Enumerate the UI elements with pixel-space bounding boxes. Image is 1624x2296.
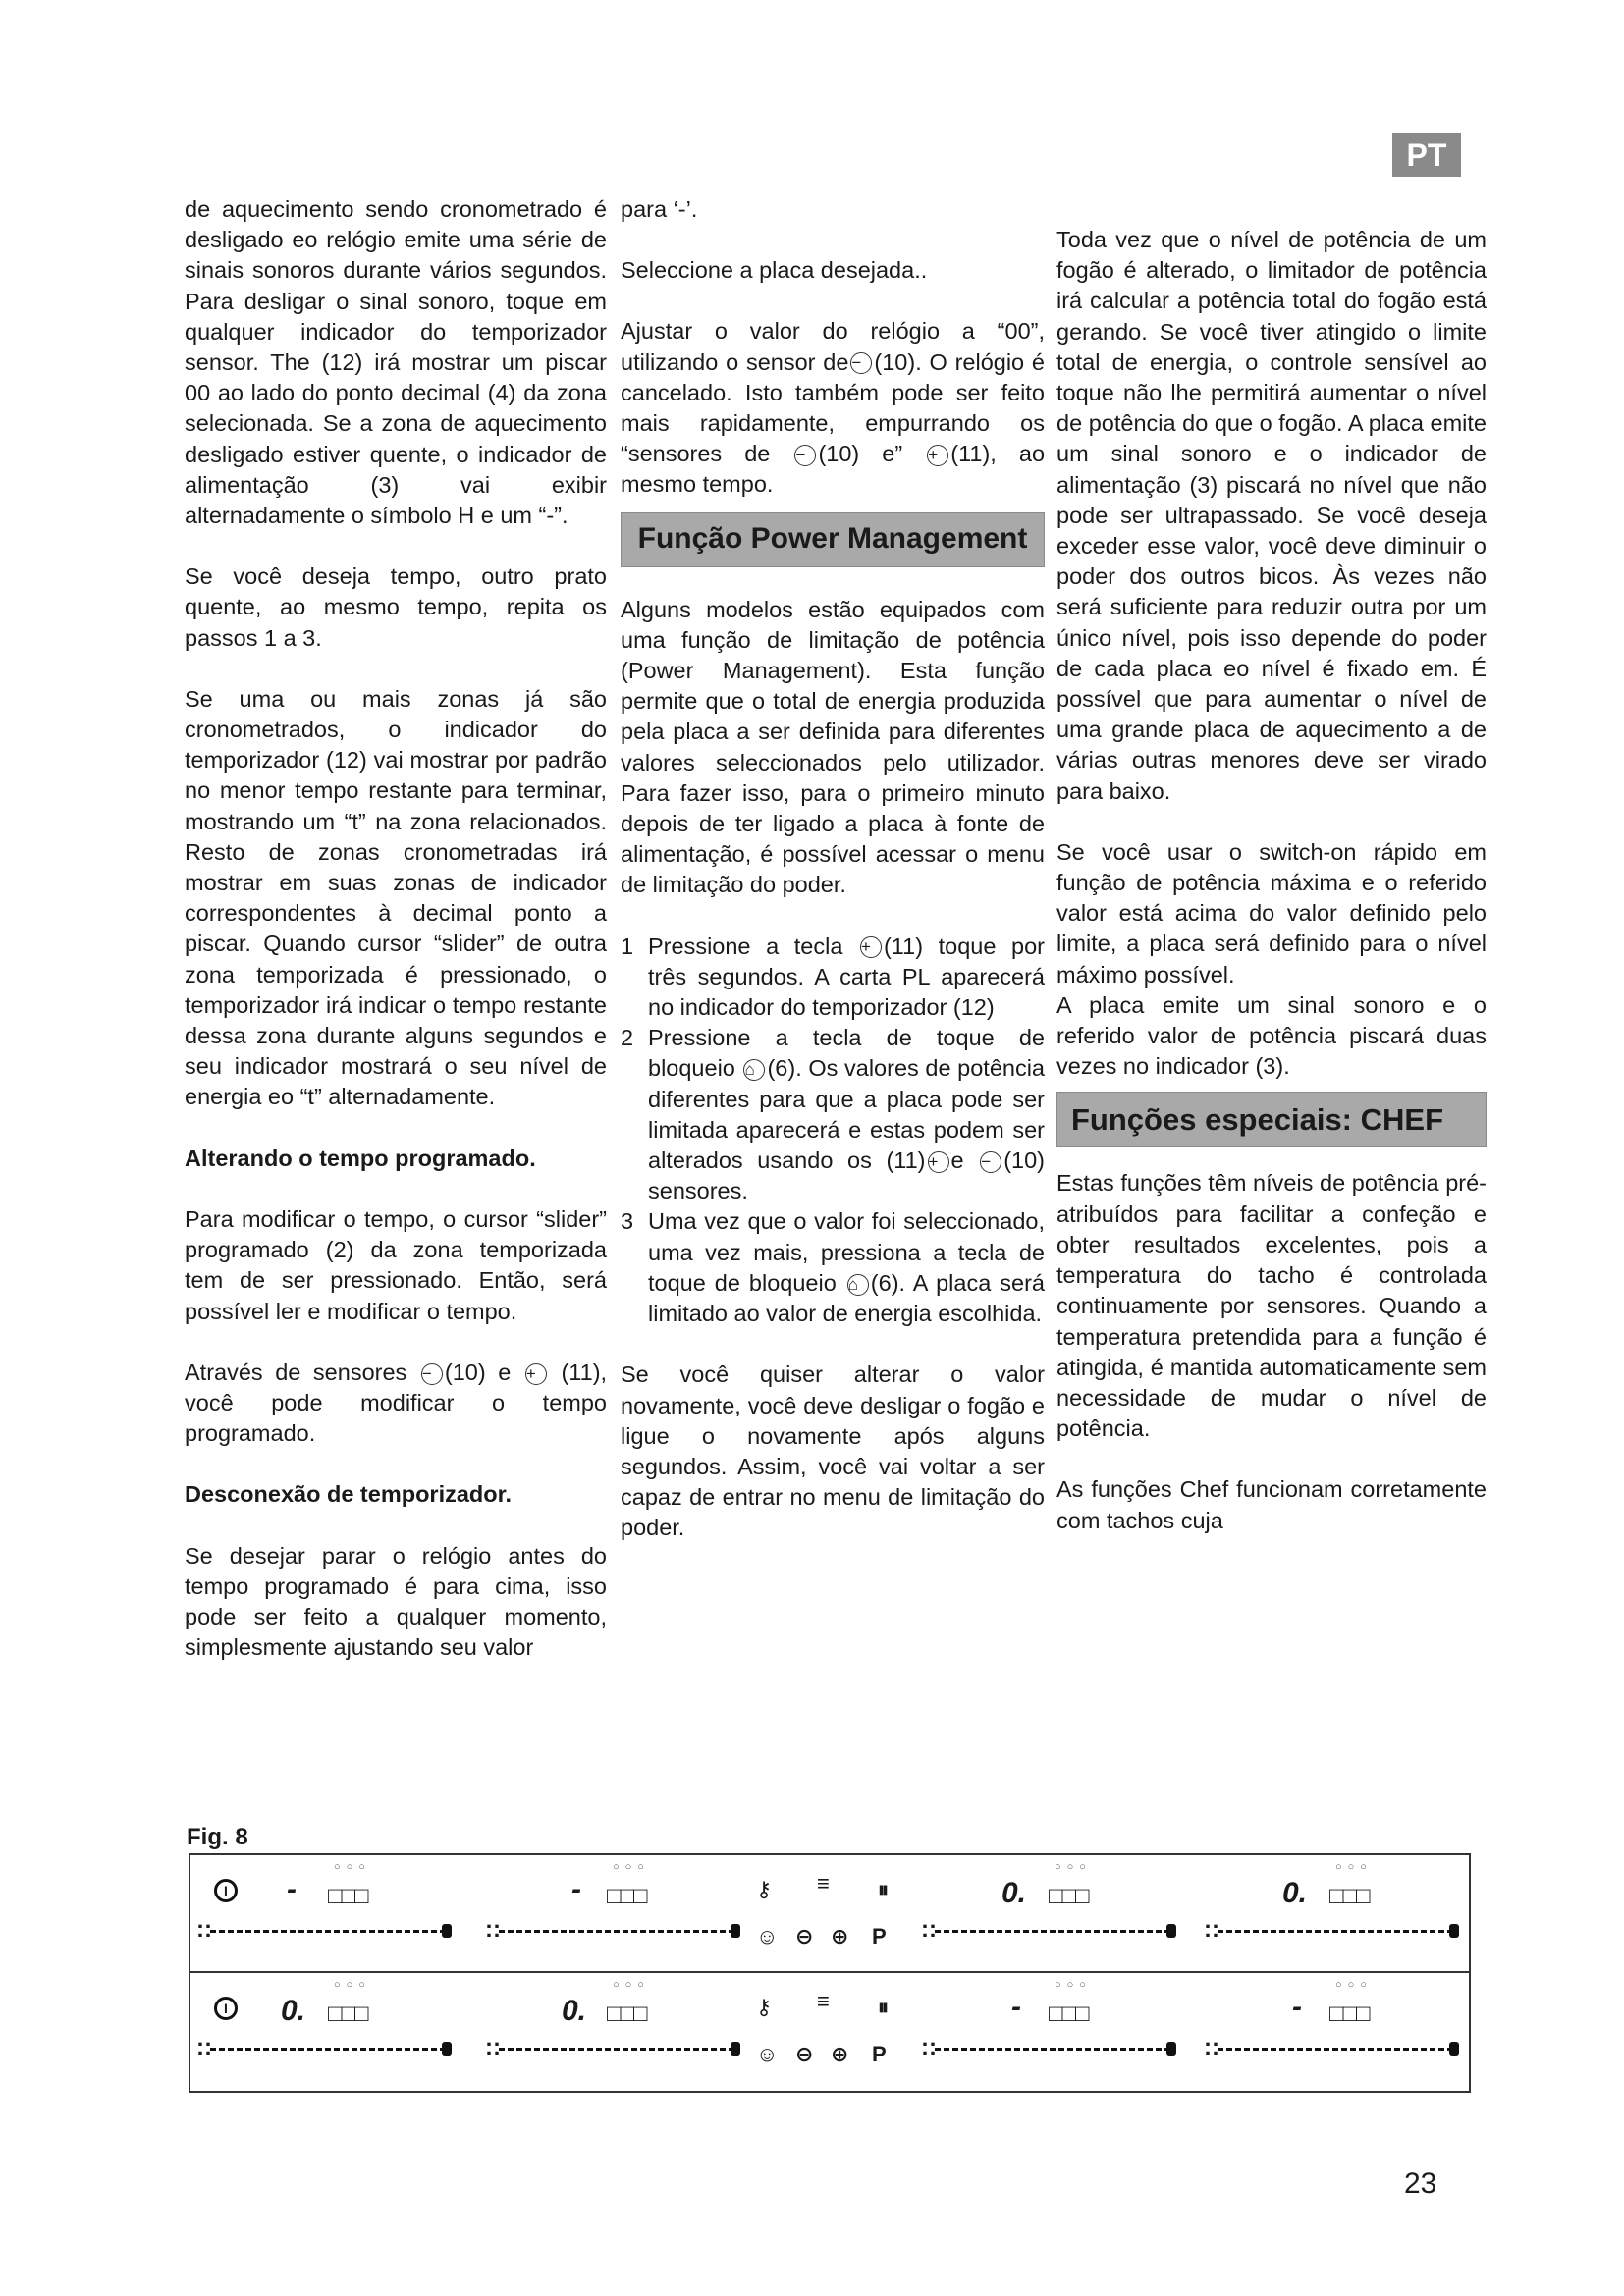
pause-icon: ⏸ — [878, 1995, 890, 2019]
colon-icon: :: — [485, 1916, 501, 1943]
slider-track — [1218, 2048, 1453, 2053]
booster-icon: P — [872, 2042, 887, 2066]
colon-icon: :: — [196, 1916, 212, 1943]
slider-end — [1166, 2042, 1176, 2056]
power-icon: I — [214, 1879, 238, 1902]
slider-end — [1166, 1924, 1176, 1938]
slider-end — [442, 1924, 452, 1938]
paragraph: Seleccione a placa desejada.. — [621, 257, 928, 284]
paragraph: de aquecimento sendo cronometrado é desligado eo relógio emite uma série de sinais sonoros durante vários segundos. Para desligar o sinal sonoro, toque em qualquer indicador do temporizador sensor. The (12) irá mostrar um piscar 00 ao lado do ponto decimal (4) da zona selecionada. Se a zona de aquecimento desligado estiver quente, o indicador de alimentação (3) vai exibir alternadamente o símbolo H e um “-”. — [185, 196, 607, 529]
step-3: 3 Uma vez que o valor foi seleccionado, uma vez mais, pressiona a tecla de toque de bloqueio ⌂ (6). A placa será limitado ao valor de energia escolhida. — [621, 1208, 1045, 1327]
colon-icon: :: — [921, 1916, 937, 1943]
zone-display: I 0. ○○○ □□□ :: — [196, 1989, 461, 2077]
subheading-timer-disconnect: Desconexão de temporizador. — [185, 1481, 513, 1508]
minus-icon: ⊖ — [795, 2042, 814, 2066]
center-controls — [750, 1869, 907, 1957]
step-1: 1 Pressione a tecla + (11) toque por três segundos. A carta PL aparecerá no indicador do temporizador (12) — [621, 933, 1045, 1021]
column-left — [185, 194, 607, 1663]
paragraph: Toda vez que o nível de potência de um fogão é alterado, o limitador de potência irá calcular a potência total do fogão está gerando. Se você tiver atingido o limite total de energia, o controle sensível ao toque não lhe permitirá aumentar o nível de potência do que o fogão. A placa emite um sinal sonoro e o indicador de alimentação (3) piscará no nível que não pode ser ultrapassado. Se você deseja exceder esse valor, você deve diminuir o poder dos outros bicos. Às vezes não será suficiente para reduzir outra por um único nível, pois isso depende do poder de cada placa eo nível é fixado em. É possível que para aumentar o nível de uma grande placa de aquecimento a de várias outras menores deve ser virado para baixo. — [1056, 227, 1487, 804]
plus-icon: ⊕ — [831, 2042, 849, 2066]
lock-icon: ⌂ — [743, 1059, 765, 1081]
paragraph: Se desejar parar o relógio antes do tempo programado é para cima, isso pode ser feito a qualquer momento, simplesmente ajustando seu valor — [185, 1542, 607, 1661]
paragraph: A placa emite um sinal sonoro e o referido valor de potência piscará duas vezes no indicador (3). — [1056, 991, 1487, 1080]
control-panel-figure — [189, 1853, 1471, 2093]
minus-icon: − — [421, 1363, 443, 1385]
bars-icon: ≡ — [817, 1989, 830, 2013]
minus-icon: − — [850, 352, 872, 374]
colon-icon: :: — [1204, 2034, 1219, 2060]
paragraph: Se você usar o switch-on rápido em função de potência máxima e o referido valor está acima do valor definido pelo limite, a placa será definido para o nível máximo possível. — [1056, 838, 1487, 988]
plus-icon: + — [860, 936, 882, 958]
column-middle — [621, 194, 1045, 1544]
zone-display: - ○○○ □□□ :: — [485, 1871, 750, 1959]
slider-track — [935, 2048, 1170, 2053]
center-controls — [750, 1987, 907, 2075]
plus-icon: + — [927, 445, 948, 466]
colon-icon: :: — [196, 2034, 212, 2060]
colon-icon: :: — [921, 2034, 937, 2060]
zone-display: - ○○○ □□□ :: — [1204, 1989, 1469, 2077]
paragraph: Se uma ou mais zonas já são cronometrados, o indicador do temporizador (12) vai mostrar por padrão no menor tempo restante para terminar, mostrando um “t” na zona relacionados. Resto de zonas cronometradas irá mostrar em suas zonas de indicador correspondentes à decimal ponto a piscar. Quando cursor “slider” de outra zona temporizada é pressionado, o temporizador irá indicar o tempo restante dessa zona durante alguns segundos e seu indicador mostrará o seu nível de energia eo “t” alternadamente. — [185, 685, 607, 1110]
zone-display: I - ○○○ □□□ :: — [196, 1871, 461, 1959]
slider-end — [731, 1924, 740, 1938]
slider-end — [442, 2042, 452, 2056]
column-right — [1056, 194, 1487, 1536]
slider-track — [935, 1930, 1170, 1935]
zone-display: - ○○○ □□□ :: — [921, 1989, 1186, 2077]
slider-end — [731, 2042, 740, 2056]
minus-icon: − — [980, 1151, 1001, 1173]
paragraph: As funções Chef funcionam corretamente com tachos cuja — [1056, 1476, 1487, 1533]
lock-icon: ⚷ — [756, 1995, 773, 2019]
minus-icon: ⊖ — [795, 1924, 814, 1949]
plus-icon: + — [525, 1363, 547, 1385]
pause-icon: ⏸ — [878, 1877, 890, 1901]
slider-end — [1449, 2042, 1459, 2056]
figure-label: Fig. 8 — [187, 1824, 248, 1850]
step-2: 2 Pressione a tecla de toque de bloqueio ⌂ (6). Os valores de potência diferentes para que a placa pode ser limitada aparecerá e estas podem ser alterados usando os (11) + e − (10) sensores. — [621, 1025, 1045, 1204]
paragraph: Através de sensores − (10) e + (11), você pode modificar o tempo programado. — [185, 1359, 608, 1447]
slider-end — [1449, 1924, 1459, 1938]
slider-track — [210, 2048, 446, 2053]
bars-icon: ≡ — [817, 1871, 830, 1896]
power-icon: I — [214, 1997, 238, 2020]
plus-icon: ⊕ — [831, 1924, 849, 1949]
minus-icon: − — [794, 445, 816, 466]
slider-track — [210, 1930, 446, 1935]
section-title-chef: Funções especiais: CHEF — [1056, 1092, 1487, 1147]
slider-track — [1218, 1930, 1453, 1935]
slider-track — [499, 1930, 734, 1935]
language-badge: PT — [1392, 133, 1461, 177]
page-number: 23 — [1404, 2167, 1437, 2200]
slider-track — [499, 2048, 734, 2053]
subheading-change-time: Alterando o tempo programado. — [185, 1145, 536, 1171]
zone-display: 0. ○○○ □□□ :: — [1204, 1871, 1469, 1959]
booster-icon: P — [872, 1924, 887, 1949]
colon-icon: :: — [1204, 1916, 1219, 1943]
zone-display: 0. ○○○ □□□ :: — [485, 1989, 750, 2077]
plus-icon: + — [928, 1151, 949, 1173]
chef-icon: ☺ — [756, 1924, 779, 1949]
lock-icon: ⌂ — [847, 1274, 869, 1296]
paragraph: Estas funções têm níveis de potência pré-atribuídos para facilitar a confeção e obter resultados excelentes, pois a temperatura do tacho é controlada continuamente por sensores. Quando a temperatura pretendida para a função é atingida, é mantida automaticamente sem necessidade de mudar o nível de potência. — [1056, 1170, 1487, 1442]
paragraph: Ajustar o valor do relógio a “00”, utilizando o sensor de − (10). O relógio é cancelado. Isto também pode ser feito mais rapidamente, empurrando os “sensores de − (10) e” + (11), ao mesmo tempo. — [621, 318, 1046, 498]
figure-row-bottom — [190, 1973, 1469, 2089]
chef-icon: ☺ — [756, 2042, 779, 2066]
paragraph: Para modificar o tempo, o cursor “slider” programado (2) da zona temporizada tem de ser pressionado. Então, será possível ler e modificar o tempo. — [185, 1205, 607, 1324]
colon-icon: :: — [485, 2034, 501, 2060]
figure-row-top — [190, 1855, 1469, 1973]
paragraph: Alguns modelos estão equipados com uma função de limitação de potência (Power Management). Esta função permite que o total de energia produzida pela placa a ser definida para diferentes valores seleccionados pelo utilizador. Para fazer isso, para o primeiro minuto depois de ter ligado a placa à fonte de alimentação, é possível acessar o menu de limitação do poder. — [621, 596, 1045, 898]
paragraph: Se você quiser alterar o valor novamente, você deve desligar o fogão e ligue o novamente após alguns segundos. Assim, você vai voltar a ser capaz de entrar no menu de limitação do poder. — [621, 1362, 1045, 1541]
section-title-power-management: Função Power Management — [621, 512, 1045, 567]
lock-icon: ⚷ — [756, 1877, 773, 1901]
paragraph: para ‘-’. — [621, 196, 698, 222]
zone-display: 0. ○○○ □□□ :: — [921, 1871, 1186, 1959]
paragraph: Se você deseja tempo, outro prato quente, ao mesmo tempo, repita os passos 1 a 3. — [185, 563, 607, 651]
